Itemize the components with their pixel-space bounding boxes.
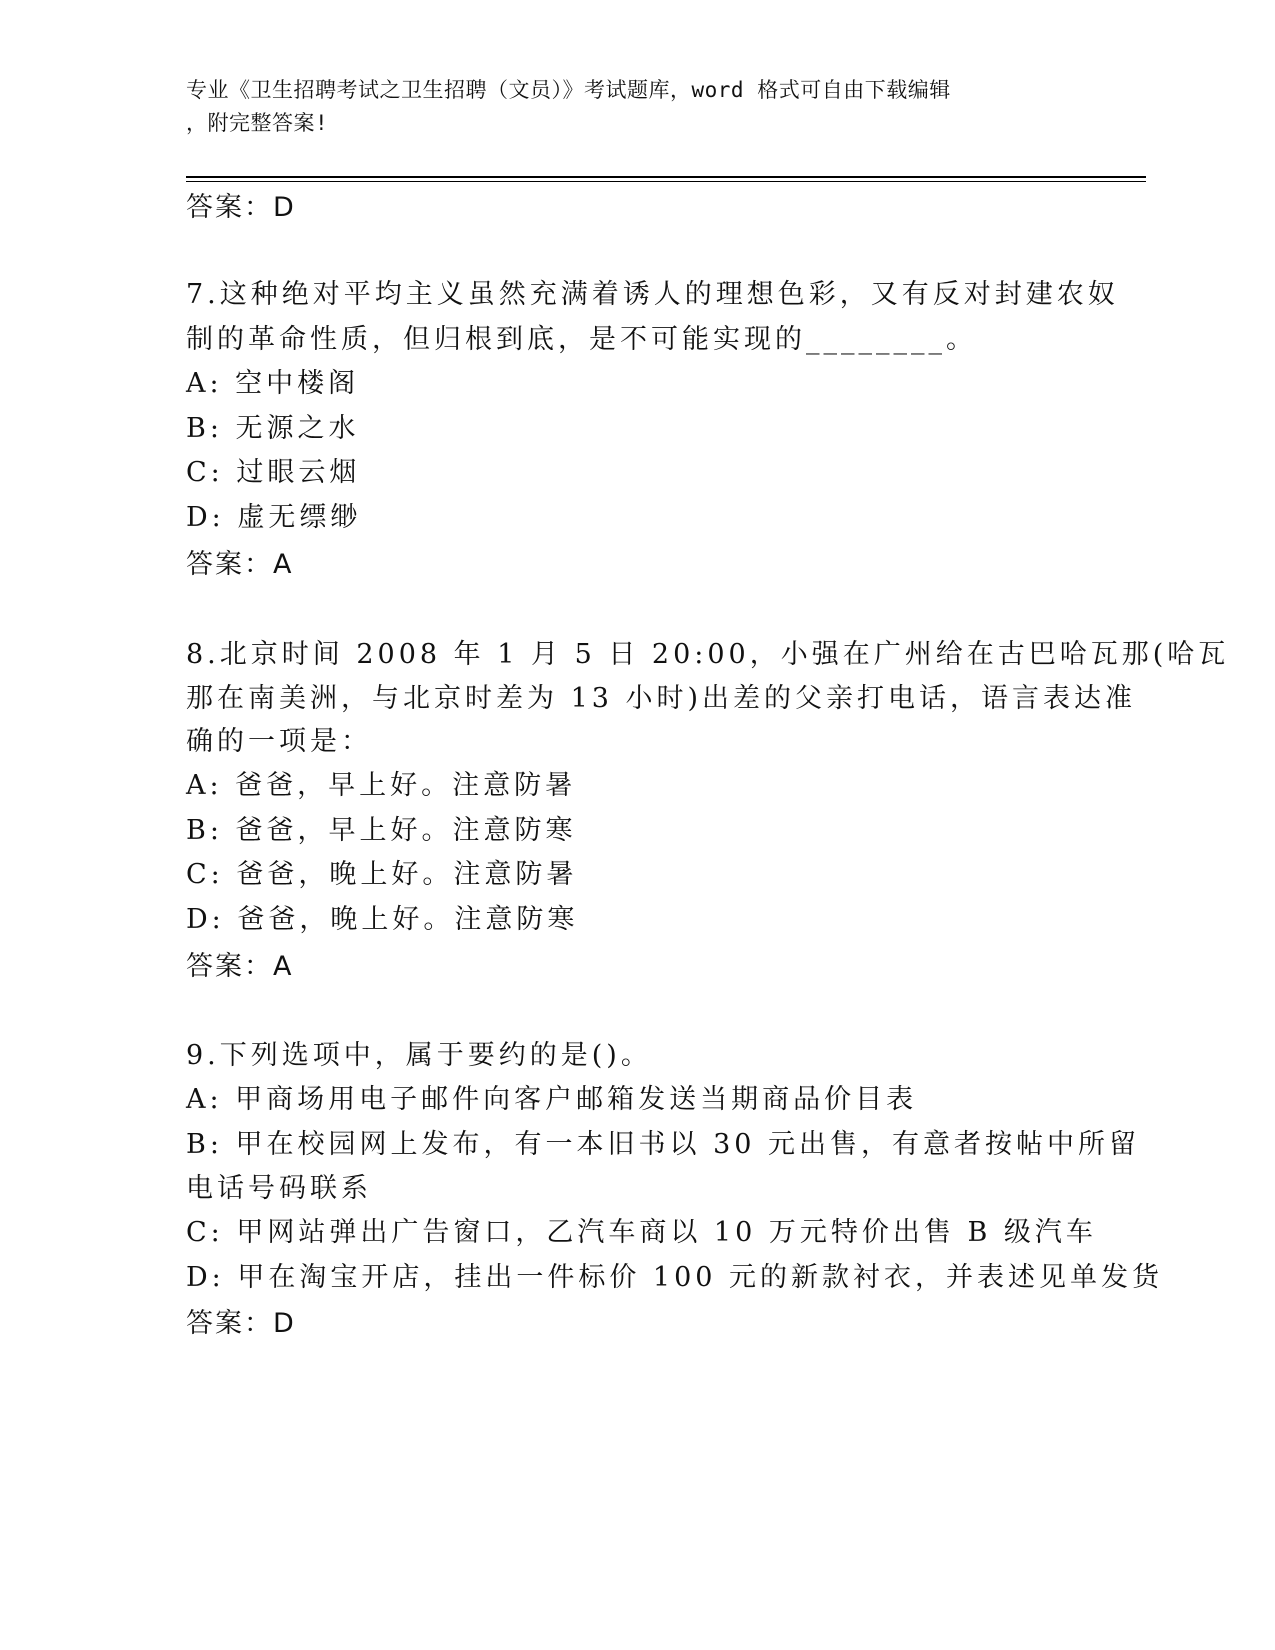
header-line-2: ，附完整答案! xyxy=(186,111,329,135)
question-9-option-b: B: 甲在校园网上发布，有一本旧书以 30 元出售，有意者按帖中所留 xyxy=(186,1129,1141,1160)
question-9-answer: 答案：D xyxy=(186,1308,296,1339)
question-8-option-b: B: 爸爸，早上好。注意防寒 xyxy=(186,815,577,846)
document-header xyxy=(186,74,1066,140)
question-7-option-d: D: 虚无缥缈 xyxy=(186,502,362,533)
question-8-line-3: 确的一项是： xyxy=(186,726,372,757)
header-rule-thin xyxy=(186,181,1146,182)
previous-answer: 答案：D xyxy=(186,192,296,223)
question-9-line-1: 9.下列选项中，属于要约的是()。 xyxy=(186,1040,652,1071)
question-7-option-a: A: 空中楼阁 xyxy=(186,368,360,399)
question-8-answer: 答案：A xyxy=(186,951,294,982)
question-8-option-a: A: 爸爸，早上好。注意防暑 xyxy=(186,770,577,801)
question-8-line-1: 8.北京时间 2008 年 1 月 5 日 20:00，小强在广州给在古巴哈瓦那(哈瓦 xyxy=(186,639,1230,670)
header-line-1: 专业《卫生招聘考试之卫生招聘（文员）》考试题库，word 格式可自由下载编辑 xyxy=(186,78,951,102)
question-7-option-b: B: 无源之水 xyxy=(186,413,360,444)
question-9-option-a: A: 甲商场用电子邮件向客户邮箱发送当期商品价目表 xyxy=(186,1084,918,1115)
question-7-option-c: C: 过眼云烟 xyxy=(186,457,361,488)
question-9-option-d: D: 甲在淘宝开店，挂出一件标价 100 元的新款衬衣，并表述见单发货 xyxy=(186,1262,1164,1293)
question-7-answer: 答案：A xyxy=(186,549,294,580)
question-8-option-c: C: 爸爸，晚上好。注意防暑 xyxy=(186,859,578,890)
question-8-line-2: 那在南美洲，与北京时差为 13 小时)出差的父亲打电话，语言表达准 xyxy=(186,683,1137,714)
question-9-option-c: C: 甲网站弹出广告窗口，乙汽车商以 10 万元特价出售 B 级汽车 xyxy=(186,1217,1097,1248)
question-7-line-2: 制的革命性质，但归根到底，是不可能实现的________。 xyxy=(186,324,977,355)
question-7-line-1: 7.这种绝对平均主义虽然充满着诱人的理想色彩，又有反对封建农奴 xyxy=(186,279,1119,310)
question-9-option-b-cont: 电话号码联系 xyxy=(186,1173,372,1204)
header-rule-thick xyxy=(186,176,1146,178)
question-8-option-d: D: 爸爸，晚上好。注意防寒 xyxy=(186,904,579,935)
